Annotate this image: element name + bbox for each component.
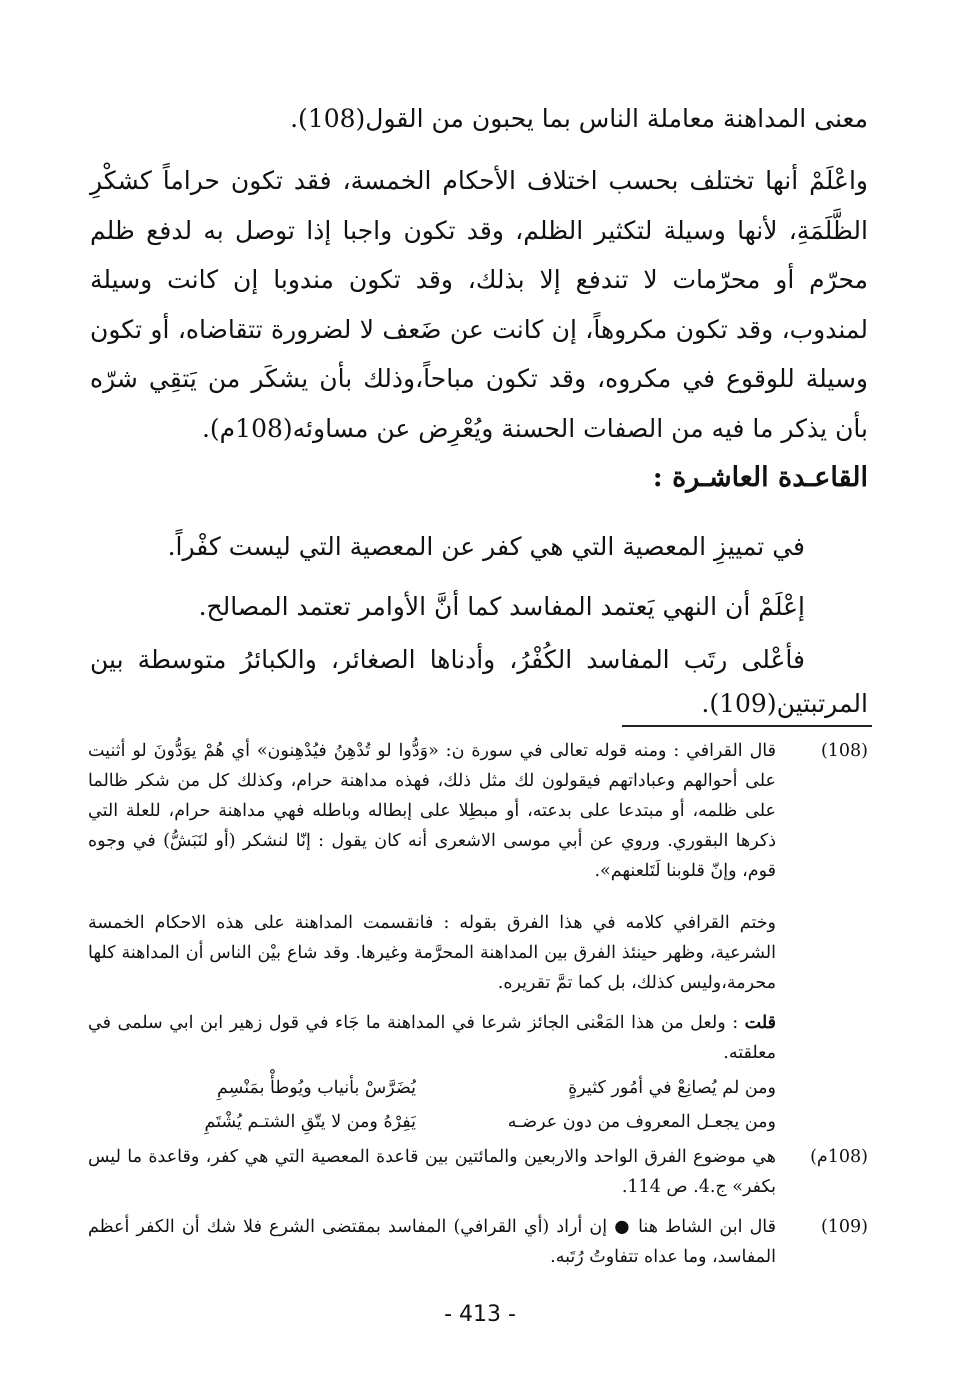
footnote-108m-text: هي موضوع الفرق الواحد والاربعين والمائتين بين قاعدة المعصية التي هي كفر، وقاعدة ما ليس بكفر» ج.4. ص 114. (88, 1147, 776, 1197)
footnote-108-qult (88, 1008, 776, 1068)
poem-verse-1 (86, 1073, 776, 1103)
poem-verse-2 (86, 1107, 776, 1137)
rule-line-three: فأعْلى رتَب المفاسد الكُفْرُ، وأدناها الصغائر، والكبائرُ متوسطة بين المرتبتين(109). (90, 645, 868, 718)
intro-line: معنى المداهنة معاملة الناس بما يحبون من القول(108). (290, 104, 868, 133)
poem-verse-2-first-hemistich: ومن يجعـل المعروف من دون عرضـه (507, 1112, 776, 1132)
rule-heading: القاعـدة العاشـرة : (652, 462, 868, 493)
footnote-109-text: قال ابن الشاط هنا ● إن أراد (أي القرافي) المفاسد بمقتضى الشرع فلا شك أن الكفر أعظم المفاسد، وما عداه تتفاوتُ رُتَبه. (88, 1217, 776, 1267)
poem-verse-1-second-hemistich: يُضَرَّسْ بأنياب ويُوطأْ بمَنْسِمِ (216, 1078, 416, 1098)
rule-line-two: إعْلَمْ أن النهي يَعتمد المفاسد كما أنَّ الأوامر تعتمد المصالح. (198, 592, 805, 621)
page-number: - 413 - (444, 1302, 516, 1327)
footnote-108-number: (108) (820, 741, 868, 761)
footnote-108 (88, 736, 868, 886)
qult-text: : ولعل من هذا المَعْنى الجائز شرعا في المداهنة ما جَاء في قول زهير ابن ابي سلمى في معلقته. (88, 1013, 776, 1063)
rule-title: في تمييزِ المعصية التي هي كفر عن المعصية التي ليست كفْراً. (167, 532, 805, 561)
footnote-separator (622, 725, 872, 727)
footnote-108m-number: (108م) (810, 1147, 868, 1167)
footnote-109 (88, 1212, 868, 1272)
main-paragraph: واعْلَمْ أنها تختلف بحسب اختلاف الأحكام الخمسة، فقد تكون حراماً كشكْرِ الظَّلَمَةِ، لأنها وسيلة لتكثير الظلم، وقد تكون واجبا إذا توصل به لدفع ظلم محرّم أو محرّمات لا تندفع إلا بذلك، وقد تكون مندوبا إن كانت وسيلة لمندوب، وقد تكون مكروهاً، إن كانت عن ضَعف لا لضرورة تتقاضاه، أو تكون وسيلة للوقوع في مكروه، وقد تكون مباحاً،وذلك بأن يشكَر من يَتقِي شرّه بأن يذكر ما فيه من الصفات الحسنة ويُعْرِض عن مساوئه(108م). (90, 166, 868, 443)
footnote-108-text: قال القرافي : ومنه قوله تعالى في سورة ن: «وَدُّوا لو تُدْهِنُ فيُدْهِنون» أي هُمْ يوَدُّونَ لو أثنيت على أحوالهم وعباداتهم فيقولون لك مثل ذلك، فهذه مداهنة حرام، وكذلك كل من شكر ظالما على ظلمه، أو مبتدعا على بدعته، أو مبطِلا على إبطاله وباطله فهي مداهنة حرام، للعلة التي ذكرها البقوري. وروي عن أبي موسى الاشعرى أنه كان يقول : إنّا لنشكر (أو لنَبَشُّ) في وجوه قوم، وإنّ قلوبنا لَتَلعنهم». (88, 741, 776, 881)
poem-verse-1-first-hemistich: ومن لم يُصانِعْ في أمُور كثيرةٍ (568, 1078, 776, 1098)
poem-verse-2-second-hemistich: يَفِرْهُ ومن لا يتّقِ الشتـم يُشْتَمِ (204, 1112, 416, 1132)
footnote-108m (88, 1142, 868, 1202)
footnote-108-paragraph-2: وختم القرافي كلامه في هذا الفرق بقوله : فانقسمت المداهنة على هذه الاحكام الخمسة الشرعية، وظهر حينئذ الفرق بين المداهنة المحرَّمة وغيرها. وقد شاع بيْن الناس أن المداهنة كلها محرمة،وليس كذلك، بل كما تمَّ تقريره. (88, 913, 776, 993)
footnote-109-number: (109) (820, 1217, 868, 1237)
qult-label: قلت (744, 1013, 776, 1033)
